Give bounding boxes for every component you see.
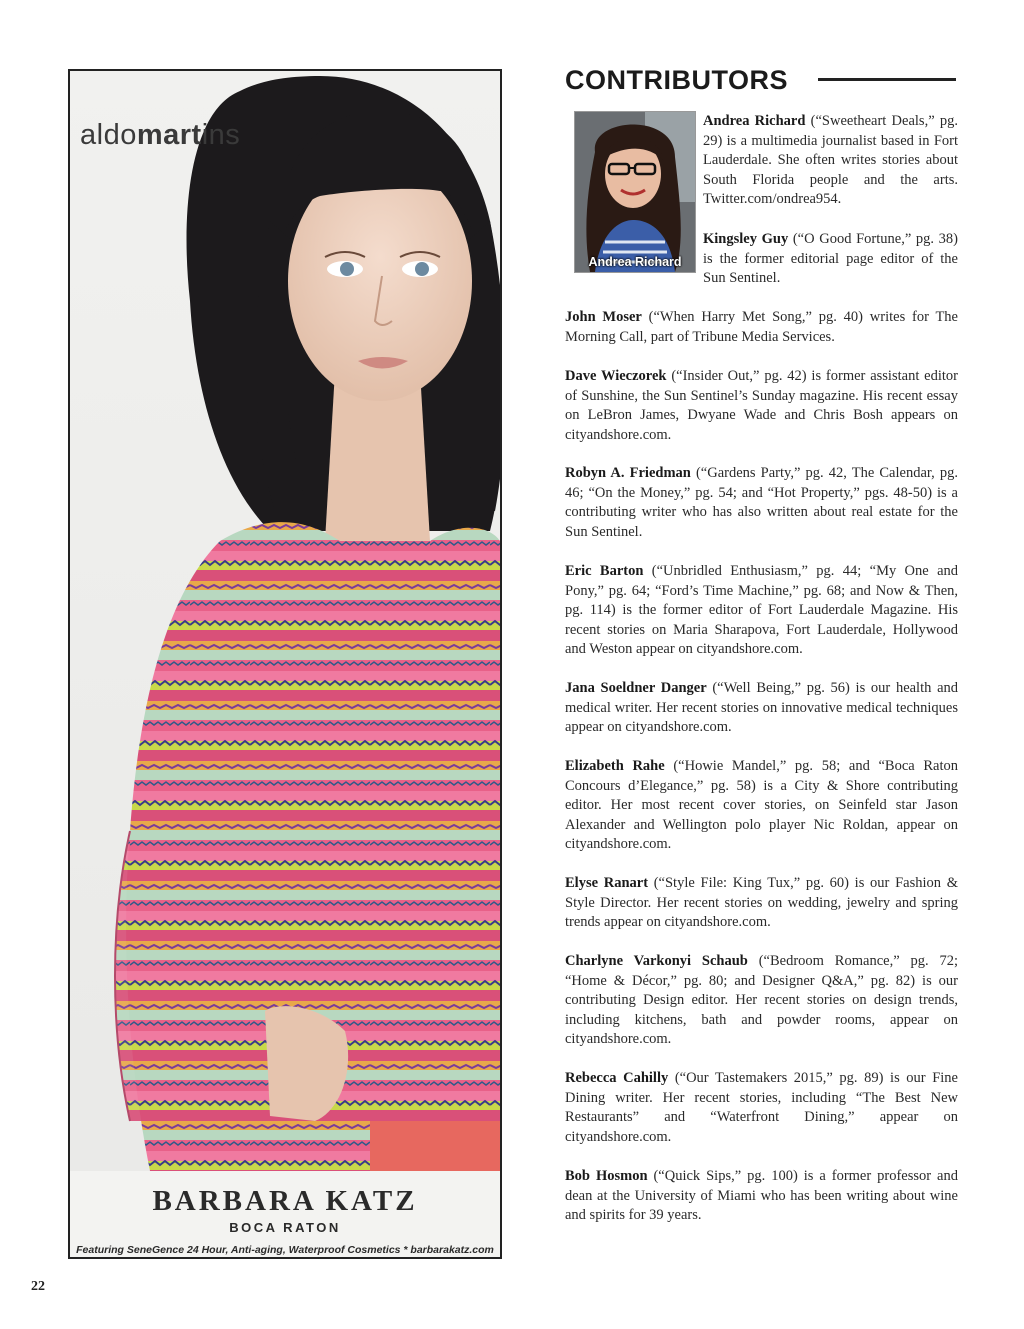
portrait-caption: Andrea Richard	[588, 255, 682, 269]
contributor-entry: Charlyne Varkonyi Schaub (“Bedroom Romance,” pg. 72; “Home & Décor,” pg. 80; and Designer Q&A,” pg. 82) is our contributing Design editor. Her recent stories on design trends, including kitchens, bath and powder rooms, appear on cityandshore.com.	[565, 953, 958, 1048]
section-title: CONTRIBUTORS	[565, 65, 789, 95]
store-name: BARBARA KATZ	[152, 1185, 418, 1217]
model-photo	[70, 71, 500, 1171]
contributor-entry: Dave Wieczorek (“Insider Out,” pg. 42) is former assistant editor of Sunshine, the Sun Sentinel’s Sunday magazine. His recent essay on LeBron James, Dwyane Wade and Chris Bosh appears on cityandshore.com.	[565, 368, 958, 443]
contributor-entry: Robyn A. Friedman (“Gardens Party,” pg. 42, The Calendar, pg. 46; “On the Money,” pg. 54; and “Hot Property,” pgs. 48-50) is a contributing writer who has also written about real estate for the Sun Sentinel.	[565, 465, 958, 540]
section-header	[565, 62, 957, 98]
contributor-entry: Eric Barton (“Unbridled Enthusiasm,” pg. 44; “My One and Pony,” pg. 64; “Ford’s Time Machine,” pg. 68; and Now & Then, pg. 114) is the former editor of Fort Lauderdale Magazine. His recent stories on Maria Sharapova, Fort Lauderdale, Hollywood and Weston appear on cityandshore.com.	[565, 563, 959, 658]
contributor-entry: Jana Soeldner Danger (“Well Being,” pg. 56) is our health and medical writer. Her recent stories on innovative medical techniques appear on cityandshore.com.	[565, 680, 958, 736]
store-location: BOCA RATON	[229, 1220, 341, 1235]
page-number: 22	[31, 1279, 45, 1294]
ad-footer	[70, 1171, 500, 1257]
contributor-entry: Elyse Ranart (“Style File: King Tux,” pg. 60) is our Fashion & Style Director. Her recent stories on wedding, jewelry and spring trends appear on cityandshore.com.	[565, 875, 958, 931]
fashion-advertisement	[68, 69, 502, 1259]
contributor-entry: Kingsley Guy (“O Good Fortune,” pg. 38) is the former editorial page editor of the Sun Sentinel.	[703, 231, 958, 287]
designer-logo: aldomartins	[80, 119, 241, 151]
contributor-entry: John Moser (“When Harry Met Song,” pg. 40) writes for The Morning Call, part of Tribune Media Services.	[565, 309, 958, 345]
contributor-entry: Rebecca Cahilly (“Our Tastemakers 2015,” pg. 89) is our Fine Dining writer. Her recent stories, including “The Best New Restaurants” and “Waterfront Dining,” appear on cityandshore.com.	[565, 1070, 958, 1145]
title-rule	[818, 78, 956, 81]
portrait-photo	[575, 112, 695, 272]
contributor-entry: Elizabeth Rahe (“Howie Mandel,” pg. 58; and “Boca Raton Concours d’Elegance,” pg. 58) is a City & Shore contributing editor. Her most recent cover stories, on Seinfeld star Jason Alexander and Wellington polo player Nic Roldan, appear on cityandshore.com.	[565, 758, 958, 853]
contributor-entry: Bob Hosmon (“Quick Sips,” pg. 100) is a former professor and dean at the University of Miami who has been writing about wine and spirits for 39 years.	[565, 1168, 958, 1224]
store-tagline: Featuring SeneGence 24 Hour, Anti-aging, Waterproof Cosmetics * barbarakatz.com	[76, 1244, 494, 1256]
contributor-entry: Andrea Richard (“Sweetheart Deals,” pg. 29) is a multimedia journalist based in Fort Lauderdale. She often writes stories about South Florida people and the arts. Twitter.com/ondrea954.	[703, 113, 958, 208]
contributor-portrait	[574, 111, 696, 273]
